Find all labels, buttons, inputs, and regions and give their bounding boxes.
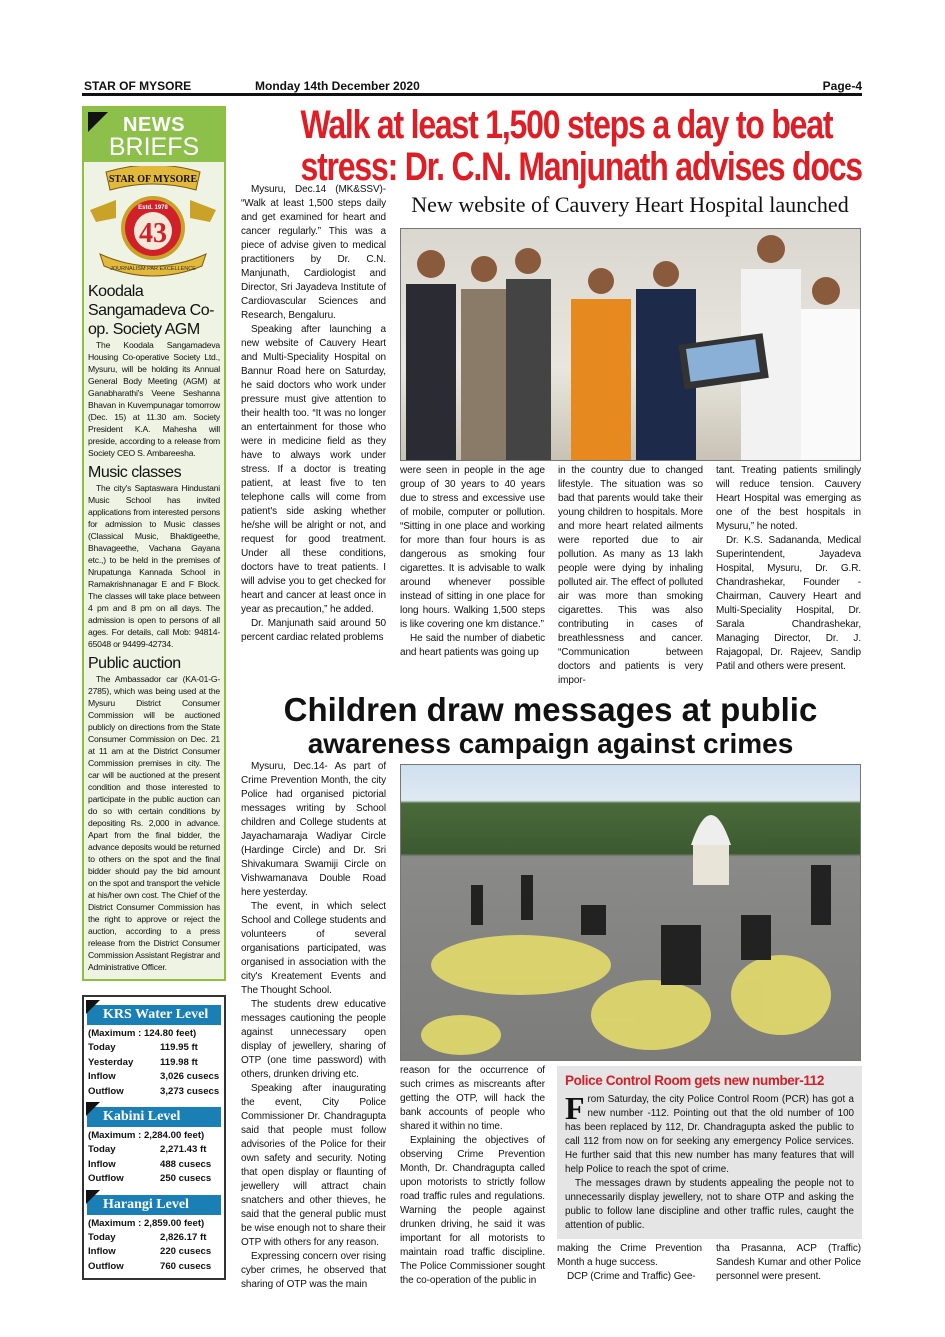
paragraph: in the country due to changed lifestyle. The situation was so bad that parents would take their young children to hospitals. More and more heart related ailments were reported due to air pollution. As many as 13 lakh people were dying by inhaling polluted air. The effect of polluted air was more than smoking cigarettes. This was also contributing in cases of breathlessness and cancer. “Communication between doctors and patients is very impor- (558, 465, 703, 686)
paragraph: making the Crime Prevention Month a huge success. (557, 1243, 702, 1268)
corner-triangle-icon (86, 1190, 100, 1204)
row-value: 3,273 cusecs (160, 1085, 220, 1097)
row-label: Outflow (88, 1260, 124, 1272)
article1-col3 (558, 464, 703, 688)
article2-box-area (557, 1066, 862, 1284)
level-max: (Maximum : 2,859.00 feet) (88, 1217, 205, 1229)
row-value: 760 cusecs (160, 1260, 212, 1272)
paragraph: Speaking after inaugurating the event, City Police Commissioner Dr. Chandragupta said that people must follow advisories of the Police for their own safety and security. Noting that open display or flaunting of jewellery will attract chain snatchers and other thieves, he said that the general public must be wise enough not to share their OTP with others for any reason. (241, 1083, 386, 1248)
brief-body: The Koodala Sangamadeva Housing Co-operative Society Ltd., Mysuru, will be holding its Annual General Body Meeting (AGM) at Ganabharathi's Veene Seshanna Bhavan in Kuvempunagar tomorrow (Dec. 15) at 11.30 am. Society President K.A. Mahesha will preside, according to a release from Society CEO S. Ambareesha. (88, 340, 220, 458)
water-levels-panel (82, 995, 226, 1280)
photo-street-scene (401, 765, 861, 1061)
headline-line: stress: Dr. C.N. Manjunath advises docs (300, 145, 862, 189)
article2-final-columns (557, 1242, 862, 1284)
brief-auction (88, 654, 220, 973)
row-label: Outflow (88, 1173, 124, 1185)
article1-col4 (716, 464, 861, 688)
row-label: Outflow (88, 1085, 124, 1097)
row-value: 2,826.17 ft (160, 1232, 207, 1244)
row-value: 2,271.43 ft (160, 1144, 207, 1156)
paragraph: He said the number of diabetic and heart patients was going up (400, 633, 545, 658)
row-label: Today (88, 1144, 116, 1156)
main-content (238, 104, 863, 1292)
article1-subhead: New website of Cauvery Heart Hospital launched (411, 192, 849, 217)
brief-heading: Koodala Sangamadeva Co-op. Society AGM (88, 283, 214, 338)
svg-text:JOURNALISM PAR EXCELLENCE: JOURNALISM PAR EXCELLENCE (110, 266, 196, 272)
paragraph: Explaining the objectives of observing Crime Prevention Month, Dr. Chandragupta called upon motorists to strictly follow road traffic rules and regulations. Warning the people against drunken driving, he said it was important for all motorists to maintain road traffic discipline. The Police Commissioner sought the co-operation of the public in (400, 1135, 545, 1286)
article1-col1 (241, 183, 386, 645)
article2-col3 (557, 1242, 702, 1284)
news-title: NEWS (123, 114, 185, 136)
paragraph: Dr. K.S. Sadananda, Medical Superintendent, Jayadeva Hospital, Mysuru, Dr. G.R. Chandrashekar, Founder - Chairman, Cauvery Heart and Multi-Speciality Hospital, Dr. Sarala Chandrashekar, Managing Director, Dr. J. Rajagopal, Dr. Rajeev, Sandip Patil and others were present. (716, 535, 861, 672)
street-art-photo (400, 764, 861, 1061)
header-rule (82, 93, 862, 96)
issue-date: Monday 14th December 2020 (255, 79, 420, 93)
article2-headline-1: Children draw messages at public (283, 691, 818, 728)
corner-triangle-icon (86, 1102, 100, 1116)
article2-body (238, 760, 863, 1292)
article1-lower-columns (400, 464, 862, 688)
briefs-title: BRIEFS (108, 133, 200, 161)
article2-col2 (400, 1064, 545, 1288)
hospital-launch-photo (400, 228, 861, 461)
article2-col4 (716, 1242, 861, 1284)
row-label: Today (88, 1232, 116, 1244)
level-title: Kabini Level (103, 1109, 181, 1125)
paragraph: tant. Treating patients smilingly will reduce tension. Cauvery Heart Hospital was emerging as one of the best hospitals in Mysuru,” he noted. (716, 465, 861, 532)
paragraph: Speaking after launching a new website of Cauvery Heart and Multi-Speciality Hospital on Bannur Road here on Saturday, he said doctors who work under pressure must give attention to their health too. “It was no longer an entertainment for those who were in medicine field as they have to always work under stress. If a doctor is treating patient, at least five to ten telephone calls will come from patient's side asking whether he/she will be alright or not, and request for good treatment. Under all these conditions, doctors have to treat patients. I will advise you to get checked for heart and cancer at least once in year as precaution,” he added. (241, 324, 386, 615)
row-label: Inflow (88, 1071, 116, 1083)
article2-col1 (241, 760, 386, 1292)
brief-body: The city's Saptaswara Hindustani Music School has invited applications from interested persons for admission to Music classes (Classical Music, Bhaktigeethe, Bhavageethe, Vachana Gayana etc.,) to be held in the premises of Nrupatunga Kannada School in Ramakrishnanagar E and F Block. The classes will take place between 4 pm and 8 pm on all days. The admission is open to persons of all ages. For details, call Mob: 94814-65048 or 94499-42734. (88, 483, 220, 649)
box-paragraph: rom Saturday, the city Police Control Room (PCR) has got a new number -112. Pointing out that the old number of 100 has been replaced by 112, Dr. Chandragupta asked the public to call 112 from now on for seeking any emergency Police services. He further said that this new number has many features that will help Police to reach the spot of crime. (565, 1094, 854, 1175)
paragraph: tha Prasanna, ACP (Traffic) Sandesh Kumar and other Police personnel were present. (716, 1243, 861, 1282)
svg-text:43: 43 (139, 218, 167, 249)
article1-headline (238, 103, 863, 189)
brief-heading: Public auction (88, 655, 181, 672)
paragraph: The students drew educative messages cautioning the people against unnecessary open display of jewellery, sharing of OTP (one time password) with others, drunken driving etc. (241, 999, 386, 1080)
svg-text:Estd. 1978: Estd. 1978 (138, 205, 168, 211)
police-control-room-box (557, 1066, 862, 1239)
row-label: Inflow (88, 1246, 116, 1258)
brief-heading: Music classes (88, 464, 182, 481)
article1-body (238, 186, 863, 688)
harangi-level (84, 1195, 224, 1275)
article2-lower (400, 1064, 862, 1288)
paragraph: were seen in people in the age group of 30 years to 40 years due to stress and excessive use of mobile, computer or pollution. “Sitting in one place and working for more than four hours is as dangerous as smoking four cigarettes. It is advisable to walk around whenever possible instead of sitting in one place for long hours. Walking 1,500 steps is like covering one km distance.” (400, 465, 545, 630)
box-title: Police Control Room gets new number-112 (565, 1073, 824, 1088)
row-value: 119.98 ft (160, 1056, 198, 1068)
brief-body: The Ambassador car (KA-01-G-2785), which was being used at the Mysuru District Consumer Commission will be auctioned publicly on directions from the State Consumer Commission on Dec. 21 at 11 am at the District Consumer Commission premises in city. The car will be auctioned at the present condition and those interested to participate in the public auction can do so with certain conditions by depositing Rs. 2,000 in advance. Apart from the final bidder, the advance deposits would be returned to others on the spot and the final bidder should pay the bid amount on the spot and transport the vehicle at his/her own cost. The Chief of the District Consumer Commission has the right to approve or reject the auction, according to a press release from the District Consumer Commission Assistant Registrar and Administrative Officer. (88, 674, 220, 972)
row-label: Today (88, 1042, 116, 1054)
photo-people (401, 229, 861, 461)
anniversary-logo (86, 166, 220, 278)
news-briefs-header (84, 108, 224, 162)
level-max: (Maximum : 2,284.00 feet) (88, 1130, 205, 1142)
paragraph: The event, in which select School and College students and volunteers of several organisations participated, was organised in association with the city's Kreatement Events and The Thought School. (241, 901, 386, 996)
level-title: KRS Water Level (103, 1007, 209, 1022)
article1-col2 (400, 464, 545, 688)
row-value: 488 cusecs (160, 1158, 212, 1170)
row-value: 119.95 ft (160, 1042, 198, 1054)
box-paragraph: The messages drawn by students appealing the people not to unnecessarily display jewellery, not to share OTP and asking the public to follow lane discipline and other traffic rules, caught the attention of public. (565, 1178, 854, 1231)
krs-level (84, 1005, 224, 1099)
brief-agm (88, 282, 220, 459)
corner-triangle-icon (86, 1000, 100, 1014)
row-value: 250 cusecs (160, 1173, 212, 1185)
paragraph: Dr. Manjunath said around 50 percent cardiac related problems (241, 618, 386, 643)
article1-right (400, 186, 862, 688)
level-title: Harangi Level (103, 1196, 189, 1212)
news-briefs-panel (82, 106, 226, 981)
paragraph: Mysuru, Dec.14- As part of Crime Prevention Month, the city Police had organised pictorial messages writing by School children and College students at Jayachamaraja Wadiyar Circle (Hardinge Circle) and Dr. Sri Shivakumara Swamiji Circle on Vishwamanava Double Road here yesterday. (241, 761, 386, 898)
page-number: Page-4 (822, 79, 862, 93)
drop-cap: F (565, 1090, 585, 1126)
left-column (82, 106, 226, 1280)
row-value: 220 cusecs (160, 1246, 212, 1258)
kabini-level (84, 1107, 224, 1187)
article2-right (400, 760, 862, 1288)
newspaper-name: STAR OF MYSORE (84, 79, 192, 93)
paragraph: DCP (Crime and Traffic) Gee- (567, 1271, 696, 1282)
brief-music (88, 463, 220, 650)
paragraph: Expressing concern over rising cyber crimes, he observed that sharing of OTP was the main (241, 1251, 386, 1290)
article2-headline-2: awareness campaign against crimes (307, 728, 794, 759)
corner-triangle-icon (88, 112, 108, 132)
paragraph: reason for the occurrence of such crimes as miscreants after getting the OTP, will hack the bank accounts of people who shared it within no time. (400, 1065, 545, 1132)
row-label: Inflow (88, 1158, 116, 1170)
row-label: Yesterday (88, 1056, 134, 1068)
headline-line: Walk at least 1,500 steps a day to beat (300, 103, 833, 147)
row-value: 3,026 cusecs (160, 1071, 220, 1083)
paragraph: Mysuru, Dec.14 (MK&SSV)- “Walk at least 1,500 steps daily and get examined for heart and cancer regularly.” This was a piece of advise given to medical practitioners by Dr. C.N. Manjunath, Cardiologist and Director, Sri Jayadeva Institute of Cardiovascular Sciences and Research, Bengaluru. (241, 184, 386, 321)
svg-text:STAR OF MYSORE: STAR OF MYSORE (108, 174, 198, 185)
level-max: (Maximum : 124.80 feet) (88, 1028, 197, 1039)
